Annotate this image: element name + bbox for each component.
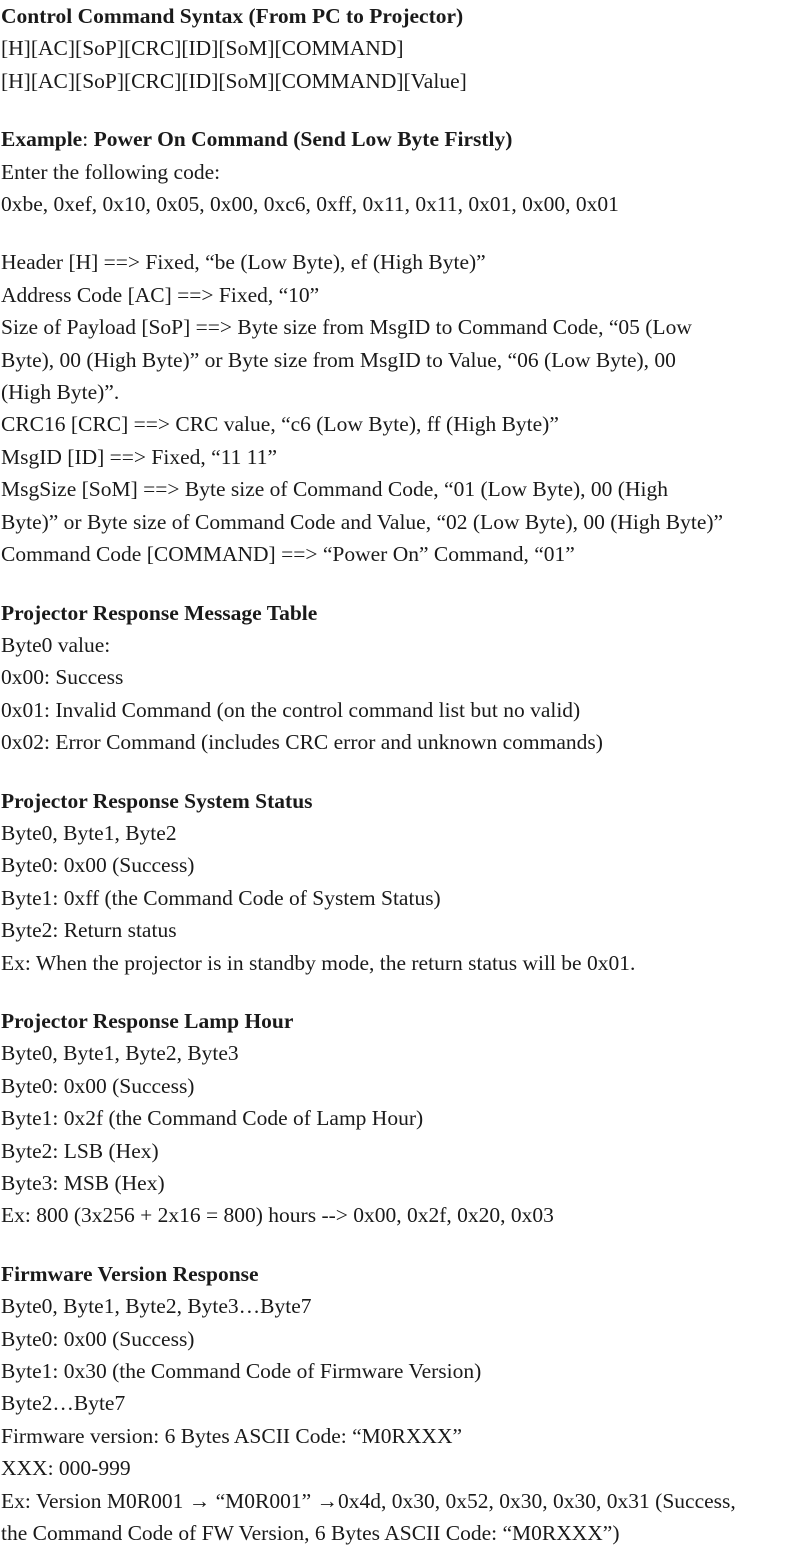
right-arrow-icon: → — [316, 1488, 339, 1513]
heading-example-rest: Power On Command (Send Low Byte Firstly) — [88, 127, 513, 152]
field-line: (High Byte)”. — [1, 380, 120, 405]
section-firmware-version — [1, 1258, 804, 1549]
firmware-line: XXX: 000-999 — [1, 1456, 131, 1481]
field-line: Header [H] ==> Fixed, “be (Low Byte), ef (High Byte)” — [1, 250, 486, 275]
section-response-message-table — [1, 597, 804, 759]
right-arrow-icon: → — [188, 1488, 211, 1513]
lamp-hour-line: Ex: 800 (3x256 + 2x16 = 800) hours --> 0x00, 0x2f, 0x20, 0x03 — [1, 1203, 554, 1228]
lamp-hour-line: Byte0: 0x00 (Success) — [1, 1073, 195, 1098]
section-field-definitions — [1, 246, 804, 570]
section-example — [1, 123, 804, 220]
response-table-line: Byte0 value: — [1, 632, 111, 657]
example-line: Enter the following code: — [1, 159, 221, 184]
lamp-hour-line: Byte1: 0x2f (the Command Code of Lamp Hour) — [1, 1106, 424, 1131]
firmware-example-line — [1, 1485, 804, 1517]
heading-system-status: Projector Response System Status — [1, 788, 313, 813]
heading-control-command-syntax: Control Command Syntax (From PC to Projector) — [1, 4, 464, 28]
system-status-line: Byte0: 0x00 (Success) — [1, 853, 195, 878]
lamp-hour-line: Byte3: MSB (Hex) — [1, 1171, 165, 1195]
firmware-example-part1: Ex: Version M0R001 — [1, 1488, 189, 1513]
response-table-line: 0x00: Success — [1, 665, 124, 690]
firmware-line: Byte1: 0x30 (the Command Code of Firmware Version) — [1, 1359, 482, 1384]
firmware-line: Byte2…Byte7 — [1, 1391, 126, 1416]
field-line: Byte)” or Byte size of Command Code and Value, “02 (Low Byte), 00 (High Byte)” — [1, 509, 724, 534]
system-status-line: Byte2: Return status — [1, 918, 177, 943]
syntax-line: [H][AC][SoP][CRC][ID][SoM][COMMAND][Value] — [1, 68, 467, 93]
system-status-line: Byte1: 0xff (the Command Code of System Status) — [1, 885, 441, 910]
field-line: Size of Payload [SoP] ==> Byte size from MsgID to Command Code, “05 (Low — [1, 315, 692, 340]
heading-example-colon: : — [82, 127, 89, 152]
field-line: Address Code [AC] ==> Fixed, “10” — [1, 282, 320, 307]
syntax-line: [H][AC][SoP][CRC][ID][SoM][COMMAND] — [1, 36, 404, 61]
firmware-line: Byte0, Byte1, Byte2, Byte3…Byte7 — [1, 1294, 312, 1319]
example-code-line: 0xbe, 0xef, 0x10, 0x05, 0x00, 0xc6, 0xff, 0x11, 0x11, 0x01, 0x00, 0x01 — [1, 192, 619, 217]
section-control-command-syntax — [1, 0, 804, 97]
system-status-line: Byte0, Byte1, Byte2 — [1, 820, 177, 845]
heading-example-prefix: Example — [1, 127, 83, 152]
section-lamp-hour — [1, 1005, 804, 1232]
field-line: CRC16 [CRC] ==> CRC value, “c6 (Low Byte), ff (High Byte)” — [1, 412, 559, 437]
heading-firmware-version: Firmware Version Response — [1, 1261, 259, 1286]
field-line: Command Code [COMMAND] ==> “Power On” Command, “01” — [1, 542, 575, 567]
lamp-hour-line: Byte2: LSB (Hex) — [1, 1138, 159, 1163]
heading-example — [1, 123, 804, 155]
section-system-status — [1, 785, 804, 979]
firmware-example-part3: 0x4d, 0x30, 0x52, 0x30, 0x30, 0x31 (Success, — [338, 1488, 736, 1513]
response-table-line: 0x01: Invalid Command (on the control command list but no valid) — [1, 697, 581, 722]
field-line: MsgSize [SoM] ==> Byte size of Command Code, “01 (Low Byte), 00 (High — [1, 477, 668, 502]
firmware-line: Byte0: 0x00 (Success) — [1, 1326, 195, 1351]
heading-lamp-hour: Projector Response Lamp Hour — [1, 1008, 294, 1033]
firmware-example-line: the Command Code of FW Version, 6 Bytes ASCII Code: “M0RXXX”) — [1, 1521, 620, 1546]
response-table-line: 0x02: Error Command (includes CRC error and unknown commands) — [1, 730, 603, 755]
field-line: MsgID [ID] ==> Fixed, “11 11” — [1, 444, 278, 469]
system-status-line: Ex: When the projector is in standby mode, the return status will be 0x01. — [1, 950, 636, 975]
firmware-line: Firmware version: 6 Bytes ASCII Code: “M0RXXX” — [1, 1423, 463, 1448]
firmware-example-part2: “M0R001” — [210, 1488, 317, 1513]
field-line: Byte), 00 (High Byte)” or Byte size from MsgID to Value, “06 (Low Byte), 00 — [1, 347, 676, 372]
lamp-hour-line: Byte0, Byte1, Byte2, Byte3 — [1, 1041, 239, 1066]
heading-response-message-table: Projector Response Message Table — [1, 600, 318, 625]
